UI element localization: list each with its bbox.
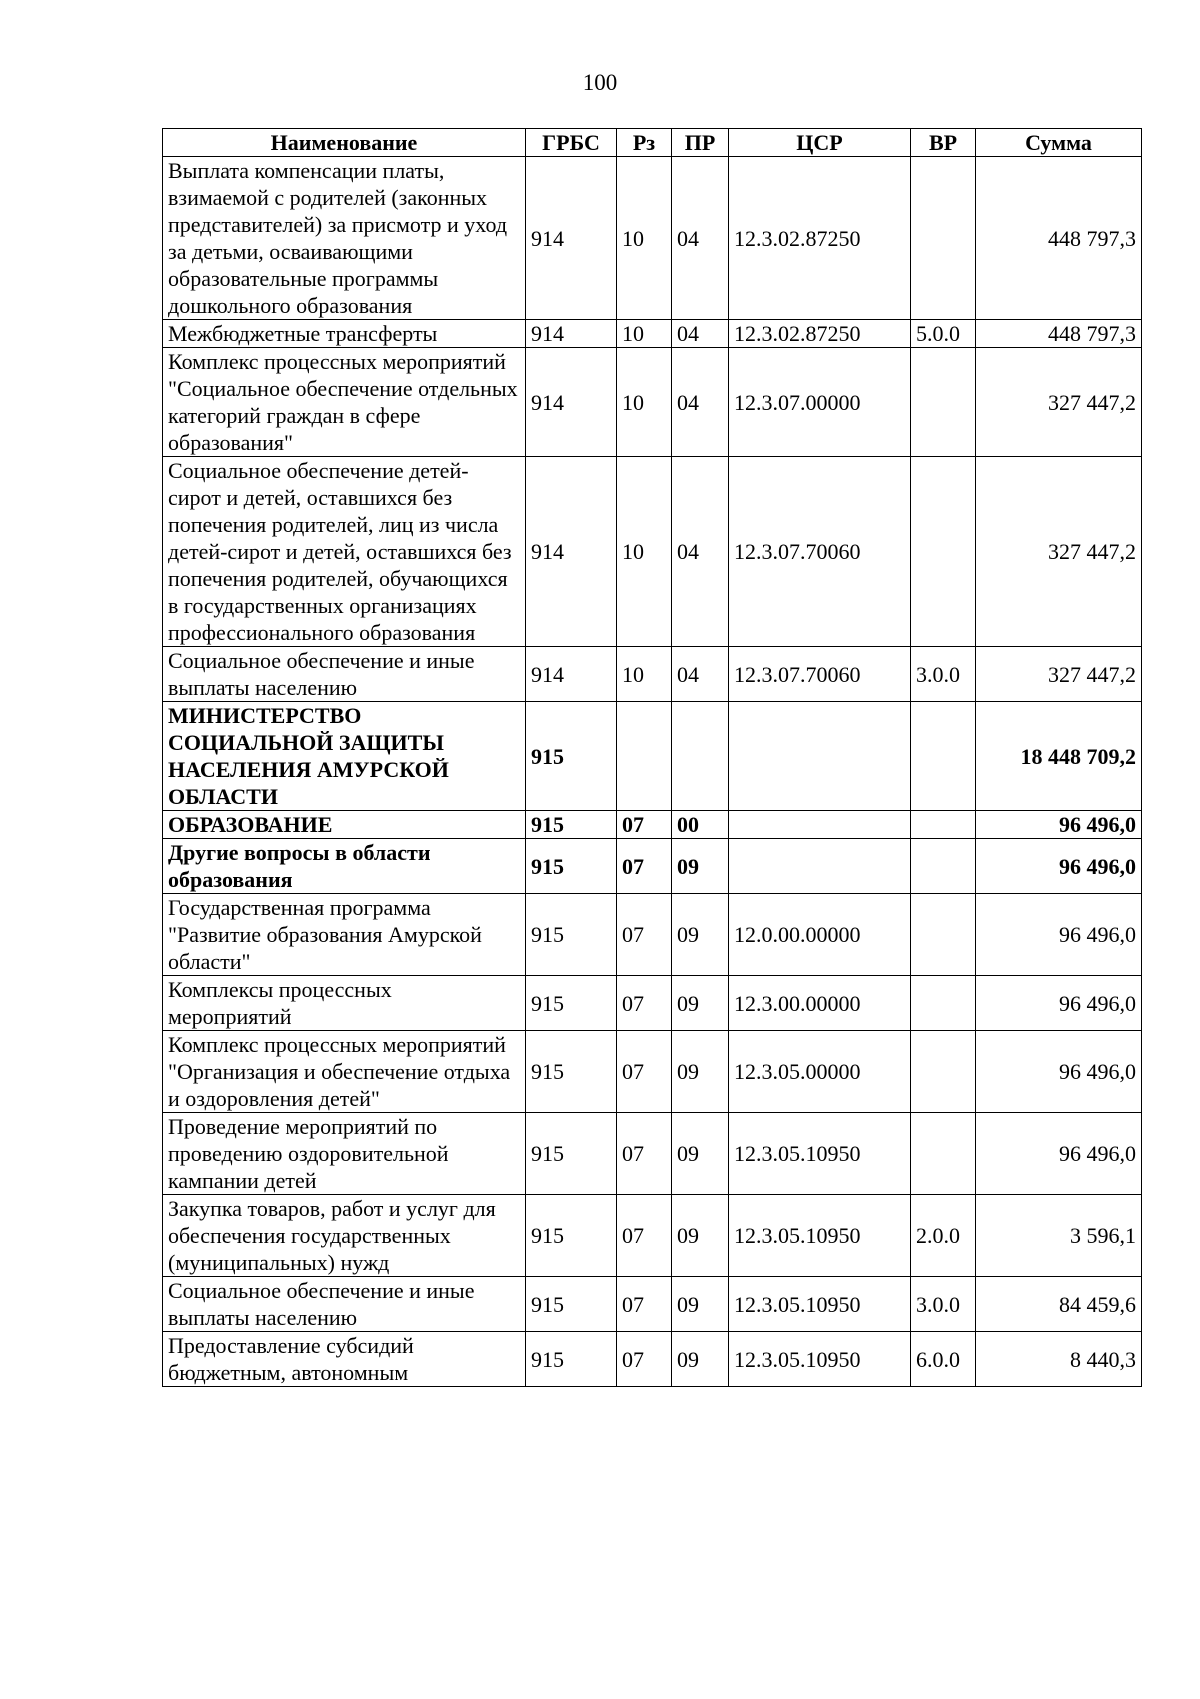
cell-name: Закупка товаров, работ и услуг для обеспечения государственных (муниципальных) нужд <box>163 1195 526 1277</box>
table-row <box>163 320 1142 348</box>
cell-rz <box>617 702 672 811</box>
header-csr: ЦСР <box>729 129 911 157</box>
header-grbs: ГРБС <box>526 129 617 157</box>
cell-csr: 12.3.07.00000 <box>729 348 911 457</box>
cell-pr: 04 <box>672 457 729 647</box>
cell-rz: 10 <box>617 320 672 348</box>
cell-vr: 3.0.0 <box>911 647 976 702</box>
cell-grbs: 914 <box>526 348 617 457</box>
cell-csr: 12.3.05.00000 <box>729 1031 911 1113</box>
cell-name: Социальное обеспечение и иные выплаты населению <box>163 647 526 702</box>
cell-pr: 04 <box>672 157 729 320</box>
cell-name: Проведение мероприятий по проведению оздоровительной кампании детей <box>163 1113 526 1195</box>
cell-name: Предоставление субсидий бюджетным, автономным <box>163 1332 526 1387</box>
header-pr: ПР <box>672 129 729 157</box>
cell-csr <box>729 811 911 839</box>
cell-vr <box>911 348 976 457</box>
header-rz: Рз <box>617 129 672 157</box>
cell-sum: 96 496,0 <box>976 894 1142 976</box>
table-row <box>163 1332 1142 1387</box>
cell-pr: 04 <box>672 647 729 702</box>
cell-sum: 448 797,3 <box>976 320 1142 348</box>
header-name: Наименование <box>163 129 526 157</box>
cell-sum: 18 448 709,2 <box>976 702 1142 811</box>
cell-sum: 96 496,0 <box>976 1113 1142 1195</box>
cell-rz: 10 <box>617 157 672 320</box>
cell-pr: 09 <box>672 1277 729 1332</box>
table-row <box>163 702 1142 811</box>
cell-grbs: 915 <box>526 894 617 976</box>
cell-csr: 12.3.07.70060 <box>729 457 911 647</box>
cell-grbs: 915 <box>526 702 617 811</box>
cell-rz: 07 <box>617 1277 672 1332</box>
cell-vr <box>911 457 976 647</box>
cell-name: Комплекс процессных мероприятий "Социальное обеспечение отдельных категорий граждан в сфере образования" <box>163 348 526 457</box>
cell-sum: 8 440,3 <box>976 1332 1142 1387</box>
cell-sum: 327 447,2 <box>976 457 1142 647</box>
cell-rz: 07 <box>617 976 672 1031</box>
cell-name: Выплата компенсации платы, взимаемой с родителей (законных представителей) за присмотр и уход за детьми, осваивающими образовательные программы дошкольного образования <box>163 157 526 320</box>
cell-rz: 07 <box>617 894 672 976</box>
cell-name: Социальное обеспечение и иные выплаты населению <box>163 1277 526 1332</box>
cell-name: ОБРАЗОВАНИЕ <box>163 811 526 839</box>
cell-csr: 12.3.05.10950 <box>729 1277 911 1332</box>
cell-pr <box>672 702 729 811</box>
cell-grbs: 915 <box>526 1031 617 1113</box>
cell-csr: 12.3.02.87250 <box>729 320 911 348</box>
cell-vr <box>911 894 976 976</box>
cell-name: Социальное обеспечение детей-сирот и детей, оставшихся без попечения родителей, лиц из числа детей-сирот и детей, оставшихся без попечения родителей, обучающихся в государственных организациях профессионального образования <box>163 457 526 647</box>
cell-name: Другие вопросы в области образования <box>163 839 526 894</box>
cell-rz: 07 <box>617 1195 672 1277</box>
cell-sum: 96 496,0 <box>976 976 1142 1031</box>
cell-pr: 09 <box>672 1195 729 1277</box>
cell-vr <box>911 157 976 320</box>
cell-sum: 96 496,0 <box>976 1031 1142 1113</box>
table-row <box>163 976 1142 1031</box>
cell-grbs: 914 <box>526 157 617 320</box>
cell-grbs: 914 <box>526 457 617 647</box>
cell-csr: 12.3.00.00000 <box>729 976 911 1031</box>
cell-vr <box>911 1031 976 1113</box>
cell-sum: 96 496,0 <box>976 839 1142 894</box>
table-row <box>163 157 1142 320</box>
cell-sum: 84 459,6 <box>976 1277 1142 1332</box>
table-row <box>163 348 1142 457</box>
table-body <box>163 157 1142 1387</box>
cell-rz: 10 <box>617 457 672 647</box>
cell-rz: 07 <box>617 811 672 839</box>
cell-name: Межбюджетные трансферты <box>163 320 526 348</box>
table-header-row <box>163 129 1142 157</box>
table-row <box>163 894 1142 976</box>
table-row <box>163 647 1142 702</box>
cell-pr: 09 <box>672 1332 729 1387</box>
page-number: 100 <box>582 70 618 95</box>
cell-name: МИНИСТЕРСТВО СОЦИАЛЬНОЙ ЗАЩИТЫ НАСЕЛЕНИЯ АМУРСКОЙ ОБЛАСТИ <box>163 702 526 811</box>
cell-rz: 10 <box>617 348 672 457</box>
table-row <box>163 811 1142 839</box>
cell-name: Комплексы процессных мероприятий <box>163 976 526 1031</box>
cell-vr <box>911 1113 976 1195</box>
cell-grbs: 915 <box>526 976 617 1031</box>
cell-vr <box>911 839 976 894</box>
cell-vr: 3.0.0 <box>911 1277 976 1332</box>
table-row <box>163 1113 1142 1195</box>
table-row <box>163 839 1142 894</box>
cell-grbs: 915 <box>526 811 617 839</box>
cell-csr: 12.0.00.00000 <box>729 894 911 976</box>
cell-grbs: 914 <box>526 320 617 348</box>
cell-pr: 09 <box>672 976 729 1031</box>
cell-pr: 09 <box>672 894 729 976</box>
cell-rz: 10 <box>617 647 672 702</box>
cell-pr: 00 <box>672 811 729 839</box>
cell-grbs: 915 <box>526 1195 617 1277</box>
cell-vr: 5.0.0 <box>911 320 976 348</box>
cell-vr <box>911 811 976 839</box>
cell-sum: 327 447,2 <box>976 647 1142 702</box>
cell-csr: 12.3.05.10950 <box>729 1332 911 1387</box>
cell-csr <box>729 702 911 811</box>
cell-sum: 3 596,1 <box>976 1195 1142 1277</box>
cell-pr: 04 <box>672 320 729 348</box>
cell-vr: 2.0.0 <box>911 1195 976 1277</box>
table-row <box>163 1031 1142 1113</box>
budget-table <box>162 128 1142 1387</box>
cell-vr: 6.0.0 <box>911 1332 976 1387</box>
cell-grbs: 915 <box>526 1332 617 1387</box>
cell-grbs: 915 <box>526 1113 617 1195</box>
cell-grbs: 914 <box>526 647 617 702</box>
cell-vr <box>911 702 976 811</box>
cell-sum: 327 447,2 <box>976 348 1142 457</box>
header-sum: Сумма <box>976 129 1142 157</box>
cell-csr: 12.3.02.87250 <box>729 157 911 320</box>
cell-csr <box>729 839 911 894</box>
cell-grbs: 915 <box>526 839 617 894</box>
cell-pr: 09 <box>672 839 729 894</box>
table-row <box>163 1277 1142 1332</box>
cell-rz: 07 <box>617 1332 672 1387</box>
cell-rz: 07 <box>617 1113 672 1195</box>
cell-rz: 07 <box>617 839 672 894</box>
cell-name: Комплекс процессных мероприятий "Организация и обеспечение отдыха и оздоровления детей" <box>163 1031 526 1113</box>
cell-pr: 09 <box>672 1031 729 1113</box>
cell-sum: 96 496,0 <box>976 811 1142 839</box>
header-vr: ВР <box>911 129 976 157</box>
cell-sum: 448 797,3 <box>976 157 1142 320</box>
cell-vr <box>911 976 976 1031</box>
table-row <box>163 457 1142 647</box>
cell-name: Государственная программа "Развитие образования Амурской области" <box>163 894 526 976</box>
cell-pr: 04 <box>672 348 729 457</box>
cell-csr: 12.3.05.10950 <box>729 1195 911 1277</box>
cell-csr: 12.3.07.70060 <box>729 647 911 702</box>
cell-csr: 12.3.05.10950 <box>729 1113 911 1195</box>
table-row <box>163 1195 1142 1277</box>
cell-rz: 07 <box>617 1031 672 1113</box>
cell-pr: 09 <box>672 1113 729 1195</box>
cell-grbs: 915 <box>526 1277 617 1332</box>
